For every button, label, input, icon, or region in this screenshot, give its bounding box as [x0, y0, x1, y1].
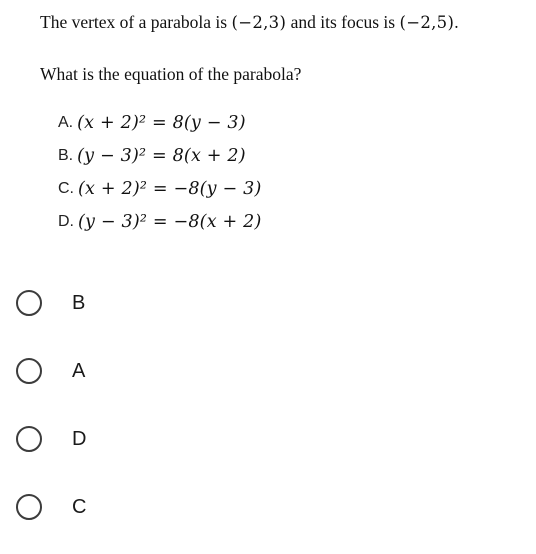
choice-equation: (x + 2)² = −8(y − 3)	[78, 178, 262, 199]
choice-d	[58, 205, 262, 238]
question-line-1	[40, 10, 520, 35]
answer-label[interactable]: A	[72, 360, 86, 382]
choice-equation: (y − 3)² = −8(x + 2)	[78, 211, 262, 232]
choice-letter: D.	[58, 212, 74, 230]
radio-button[interactable]	[16, 494, 42, 520]
radio-button[interactable]	[16, 358, 42, 384]
focus-point: (−2,5)	[399, 13, 455, 32]
answer-label[interactable]: D	[72, 428, 87, 450]
choice-c	[58, 172, 262, 205]
radio-button[interactable]	[16, 426, 42, 452]
answer-options	[16, 282, 86, 554]
choice-letter: B.	[58, 146, 74, 164]
choice-letter: C.	[58, 179, 74, 197]
question-mid-text: and its focus is	[290, 12, 396, 32]
choice-equation: (y − 3)² = 8(x + 2)	[77, 145, 246, 166]
question-intro-text: The vertex of a parabola is	[40, 12, 228, 32]
vertex-point: (−2,3)	[231, 13, 287, 32]
choice-equation: (x + 2)² = 8(y − 3)	[77, 112, 246, 133]
answer-option-c[interactable]	[16, 486, 86, 554]
choice-b	[58, 139, 262, 172]
choice-a	[58, 106, 262, 139]
answer-option-a[interactable]	[16, 350, 86, 418]
question-text	[40, 10, 520, 86]
answer-label[interactable]: C	[72, 496, 87, 518]
choice-list	[58, 106, 262, 238]
choice-letter: A.	[58, 113, 74, 131]
question-period: .	[454, 12, 459, 32]
answer-option-d[interactable]	[16, 418, 86, 486]
answer-label[interactable]: B	[72, 292, 86, 314]
question-line-2: What is the equation of the parabola?	[40, 64, 302, 84]
radio-button[interactable]	[16, 290, 42, 316]
answer-option-b[interactable]	[16, 282, 86, 350]
